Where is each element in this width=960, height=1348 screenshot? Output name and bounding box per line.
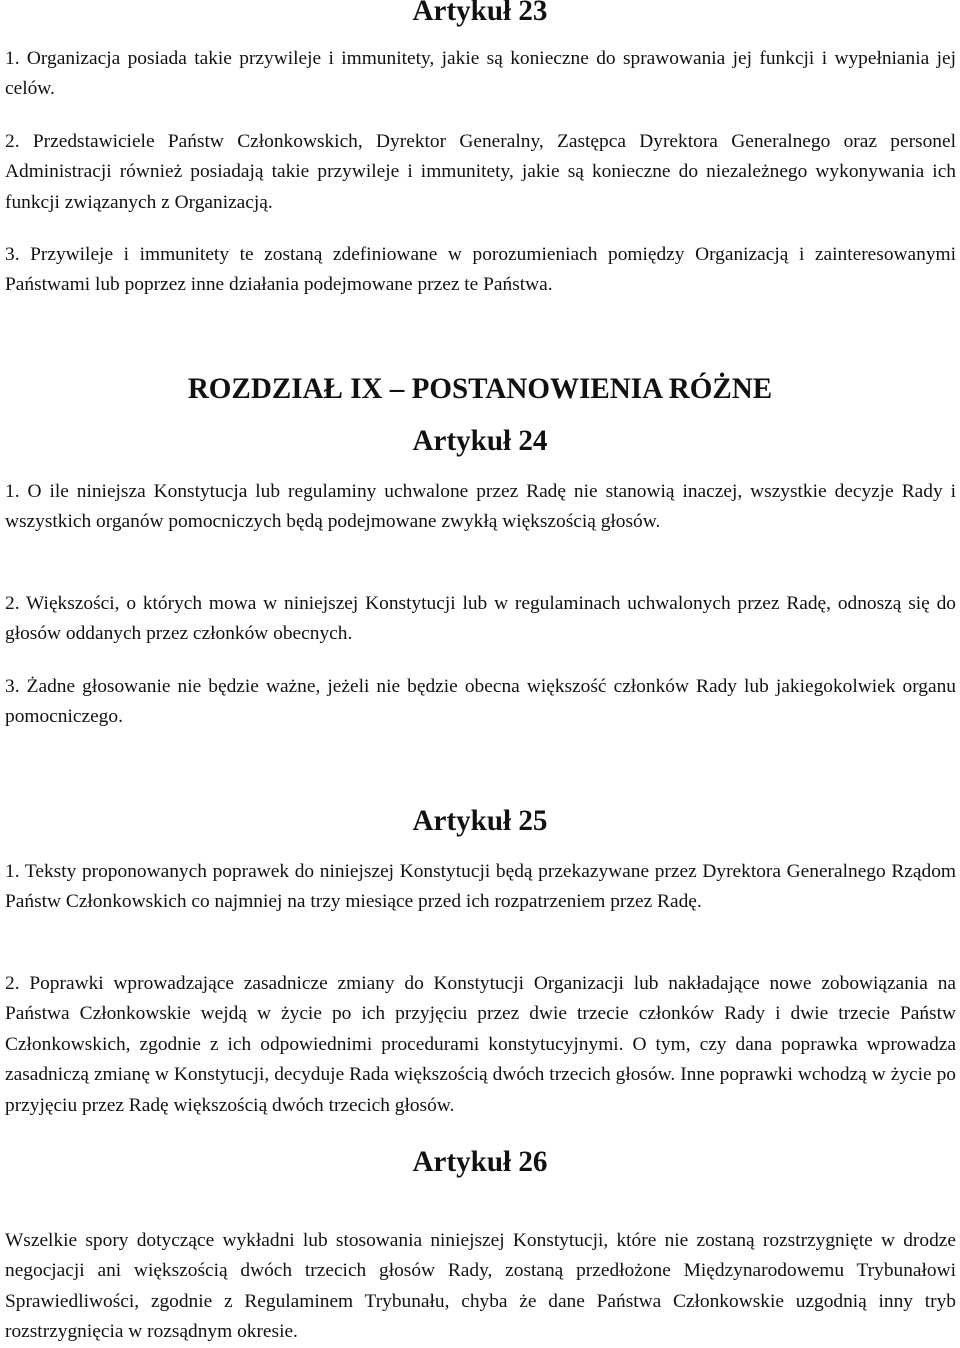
article-26-paragraph-1: Wszelkie spory dotyczące wykładni lub stosowania niniejszej Konstytucji, które nie zostaną rozstrzygnięte w drodze negocjacji ani większością dwóch trzecich głosów Rady, zostaną przedłożone Międzynarodowemu Trybunałowi Sprawiedliwości, zgodnie z Regulaminem Trybunału, chyba że dane Państwa Członkowskie uzgodnią inny tryb rozstrzygnięcia w rozsądnym okresie. xyxy=(5,1230,956,1343)
article-24-paragraph-1: 1. O ile niniejsza Konstytucja lub regulaminy uchwalone przez Radę nie stanowią inaczej, wszystkie decyzje Rady i wszystkich organów pomocniczych będą podejmowane zwykłą większością głosów. xyxy=(5,481,956,533)
article-25-paragraph-2: 2. Poprawki wprowadzające zasadnicze zmiany do Konstytucji Organizacji lub nakładające nowe zobowiązania na Państwa Członkowskie wejdą w życie po ich przyjęciu przez dwie trzecie członków Rady i dwie trzecie Państw Członkowskich, zgodnie z ich odpowiednimi procedurami konstytucyjnymi. O tym, czy dana poprawka wprowadza zasadniczą zmianę w Konstytucji, decyduje Rada większością dwóch trzecich głosów. Inne poprawki wchodzą w życie po przyjęciu przez Radę większością dwóch trzecich głosów. xyxy=(5,973,956,1116)
article-23-paragraph-2: 2. Przedstawiciele Państw Członkowskich, Dyrektor Generalny, Zastępca Dyrektora Generalnego oraz personel Administracji również posiadają takie przywileje i immunitety, jakie są konieczne do niezależnego wykonywania ich funkcji związanych z Organizacją. xyxy=(5,131,956,213)
article-24-title: Artykuł 24 xyxy=(412,425,548,457)
article-24-paragraph-2: 2. Większości, o których mowa w niniejszej Konstytucji lub w regulaminach uchwalonych przez Radę, odnoszą się do głosów oddanych przez członków obecnych. xyxy=(5,593,956,645)
article-23-paragraph-3: 3. Przywileje i immunitety te zostaną zdefiniowane w porozumieniach pomiędzy Organizacją i zainteresowanymi Państwami lub poprzez inne działania podejmowane przez te Państwa. xyxy=(5,244,956,296)
article-23-paragraph-1: 1. Organizacja posiada takie przywileje i immunitety, jakie są konieczne do sprawowania jej funkcji i wypełniania jej celów. xyxy=(5,48,956,100)
article-24-paragraph-3: 3. Żadne głosowanie nie będzie ważne, jeżeli nie będzie obecna większość członków Rady lub jakiegokolwiek organu pomocniczego. xyxy=(5,676,956,728)
article-25-paragraph-1: 1. Teksty proponowanych poprawek do niniejszej Konstytucji będą przekazywane przez Dyrektora Generalnego Rządom Państw Członkowskich co najmniej na trzy miesiące przed ich rozpatrzeniem przez Radę. xyxy=(5,861,956,913)
chapter-title: ROZDZIAŁ IX – POSTANOWIENIA RÓŻNE xyxy=(187,373,773,405)
article-23-title: Artykuł 23 xyxy=(412,0,548,27)
article-26-title: Artykuł 26 xyxy=(412,1146,548,1178)
article-25-title: Artykuł 25 xyxy=(412,805,548,837)
